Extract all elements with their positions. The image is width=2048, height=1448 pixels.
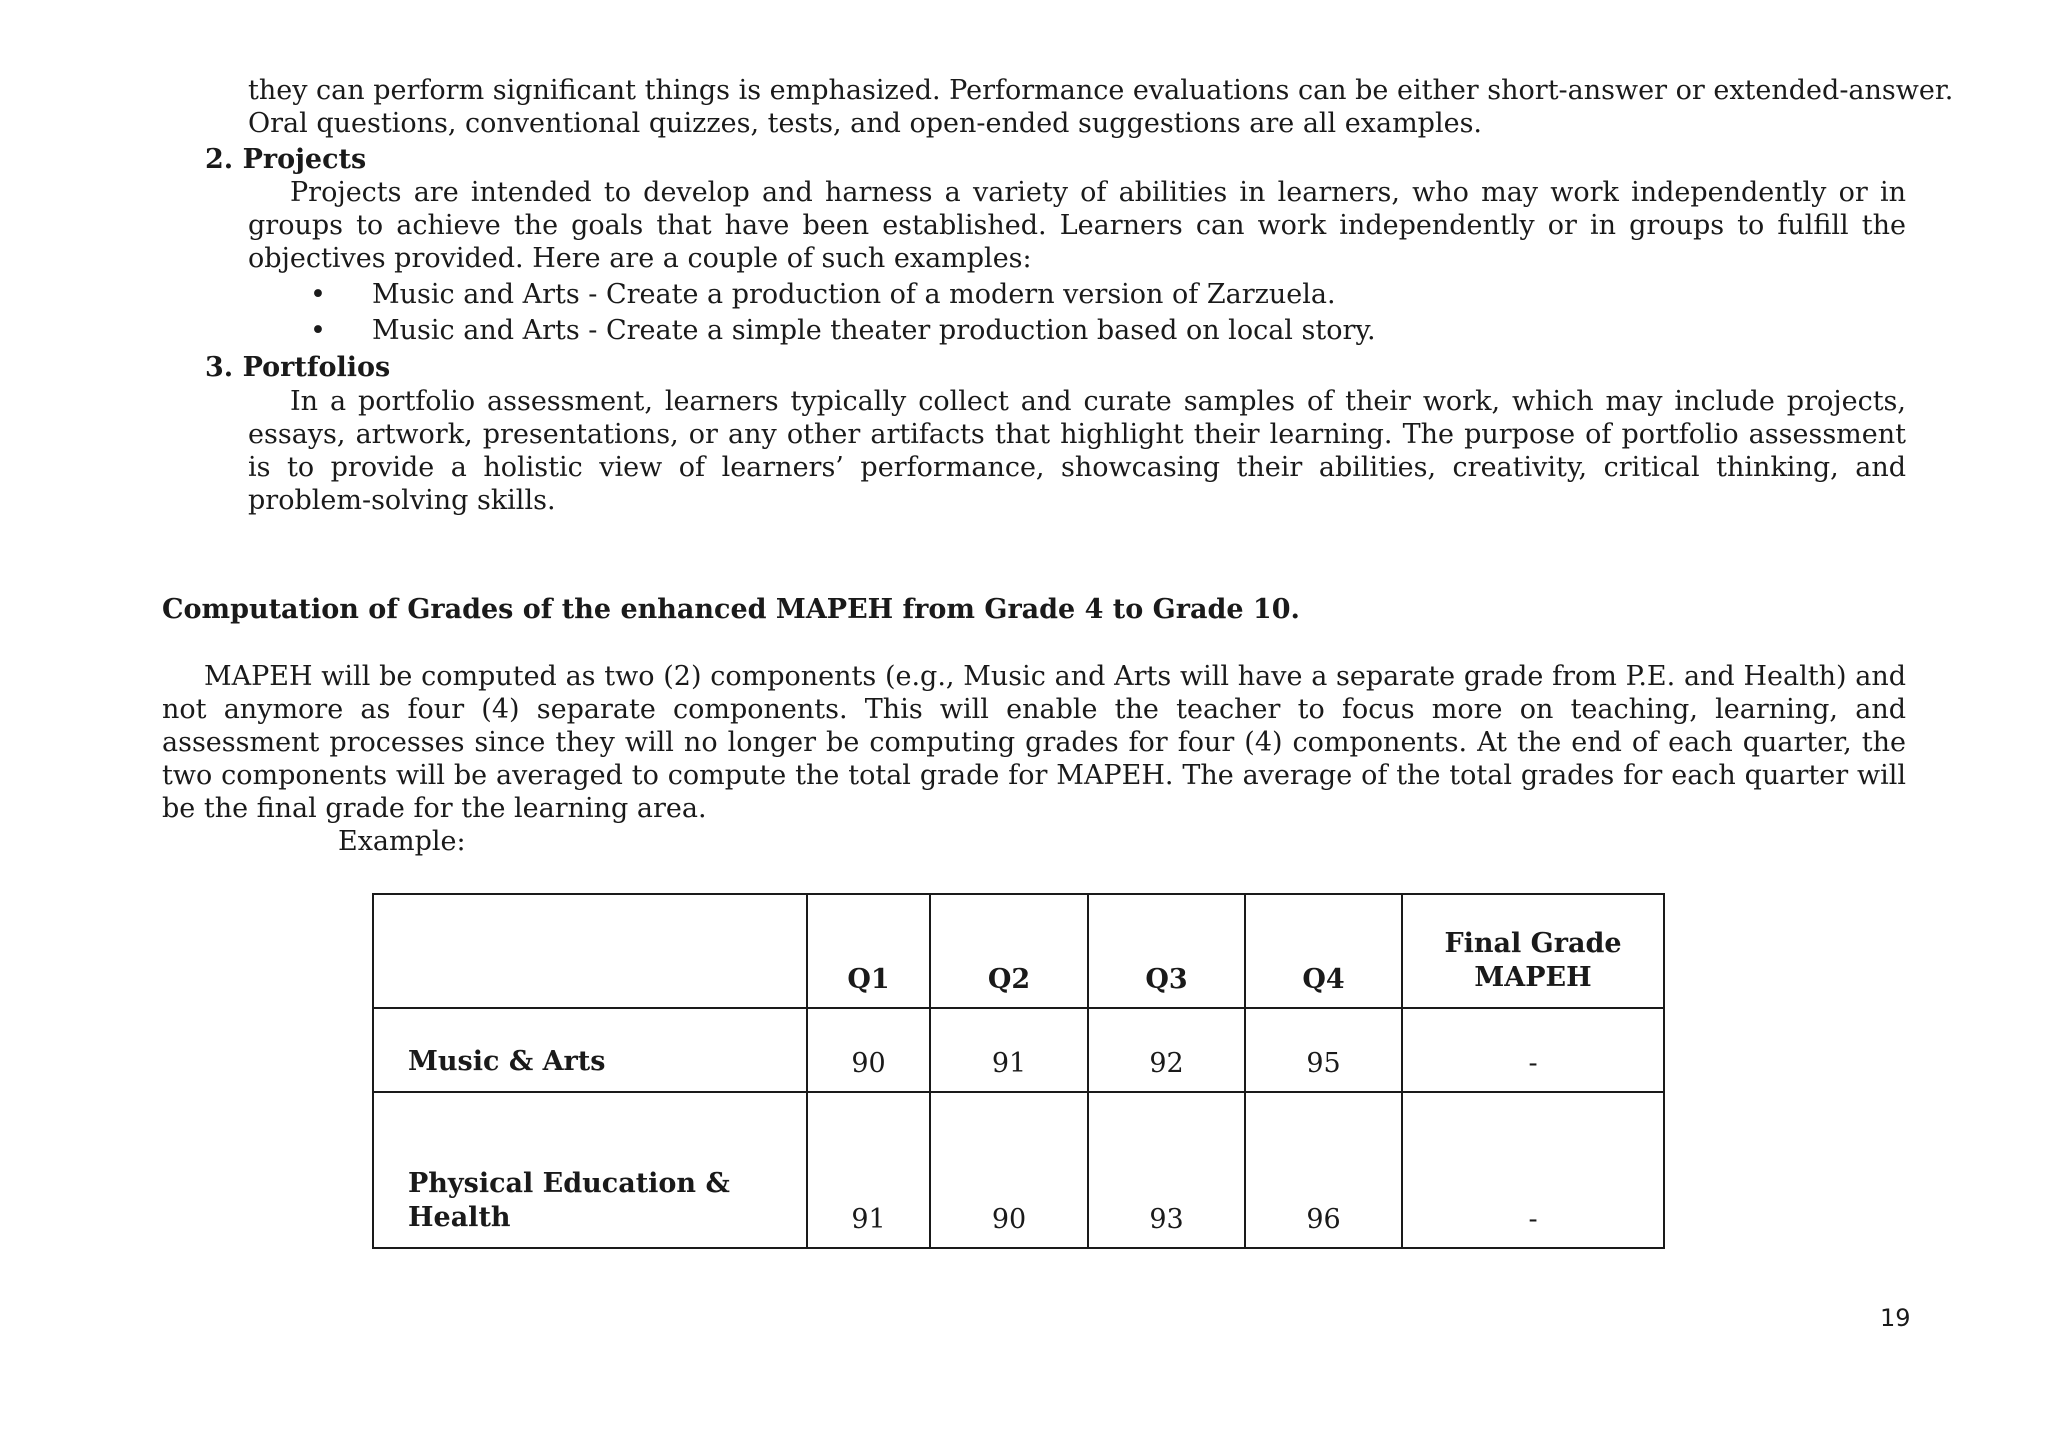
row-label-pe-health bbox=[373, 1092, 807, 1248]
grades-table bbox=[372, 893, 1665, 1249]
table-header-q4: Q4 bbox=[1245, 894, 1402, 1008]
cell-final: - bbox=[1402, 1092, 1664, 1248]
row-label-music-arts: Music & Arts bbox=[373, 1008, 807, 1092]
bullet-text: Music and Arts - Create a production of a modern version of Zarzuela. bbox=[372, 279, 1336, 310]
computation-title: Computation of Grades of the enhanced MAPEH from Grade 4 to Grade 10. bbox=[162, 594, 1300, 625]
computation-paragraph: MAPEH will be computed as two (2) components (e.g., Music and Arts will have a separate grade from P.E. and Health) and not anymore as four (4) separate components. This will enable the teacher to focus more on teaching, learning, and assessment processes since they will no longer be computing grades for four (4) components. At the end of each quarter, the two components will be averaged to compute the total grade for MAPEH. The average of the total grades for each quarter will be the final grade for the learning area. bbox=[162, 661, 1906, 824]
table-header-final-grade bbox=[1402, 894, 1664, 1008]
table-header-q2: Q2 bbox=[930, 894, 1088, 1008]
cell-q3: 93 bbox=[1088, 1092, 1245, 1248]
table-header-q3: Q3 bbox=[1088, 894, 1245, 1008]
intro-line-1: they can perform significant things is emphasized. Performance evaluations can be either short-answer or extended-answer. bbox=[248, 75, 1954, 106]
cell-final: - bbox=[1402, 1008, 1664, 1092]
cell-q4: 96 bbox=[1245, 1092, 1402, 1248]
bullet-text: Music and Arts - Create a simple theater production based on local story. bbox=[372, 315, 1376, 346]
cell-q1: 91 bbox=[807, 1092, 930, 1248]
cell-q1: 90 bbox=[807, 1008, 930, 1092]
projects-paragraph: Projects are intended to develop and harness a variety of abilities in learners, who may work independently or in groups to achieve the goals that have been established. Learners can work independently or in groups to fulfill the objectives provided. Here are a couple of such examples: bbox=[248, 177, 1906, 274]
intro-line-2: Oral questions, conventional quizzes, tests, and open-ended suggestions are all examples. bbox=[248, 108, 1483, 139]
intro-paragraph bbox=[248, 74, 1954, 140]
projects-heading: 2. Projects bbox=[205, 144, 367, 175]
table-header-row bbox=[373, 894, 1664, 1008]
table-row bbox=[373, 1092, 1664, 1248]
final-grade-line-1: Final Grade bbox=[1444, 928, 1622, 959]
example-label: Example: bbox=[338, 826, 466, 857]
bullet-icon: • bbox=[310, 315, 326, 346]
final-grade-line-2: MAPEH bbox=[1474, 962, 1592, 993]
bullet-icon: • bbox=[310, 279, 326, 310]
cell-q2: 90 bbox=[930, 1092, 1088, 1248]
row-label-line-1: Physical Education & bbox=[408, 1168, 730, 1199]
table-header-blank bbox=[373, 894, 807, 1008]
table-row bbox=[373, 1008, 1664, 1092]
row-label-line-2: Health bbox=[408, 1202, 511, 1233]
cell-q3: 92 bbox=[1088, 1008, 1245, 1092]
table-header-q1: Q1 bbox=[807, 894, 930, 1008]
cell-q2: 91 bbox=[930, 1008, 1088, 1092]
portfolios-paragraph: In a portfolio assessment, learners typically collect and curate samples of their work, which may include projects, essays, artwork, presentations, or any other artifacts that highlight their learning. The purpose of portfolio assessment is to provide a holistic view of learners’ performance, showcasing their abilities, creativity, critical thinking, and problem-solving skills. bbox=[248, 386, 1906, 516]
portfolios-heading: 3. Portfolios bbox=[205, 352, 391, 383]
page-number: 19 bbox=[1880, 1304, 1911, 1332]
cell-q4: 95 bbox=[1245, 1008, 1402, 1092]
